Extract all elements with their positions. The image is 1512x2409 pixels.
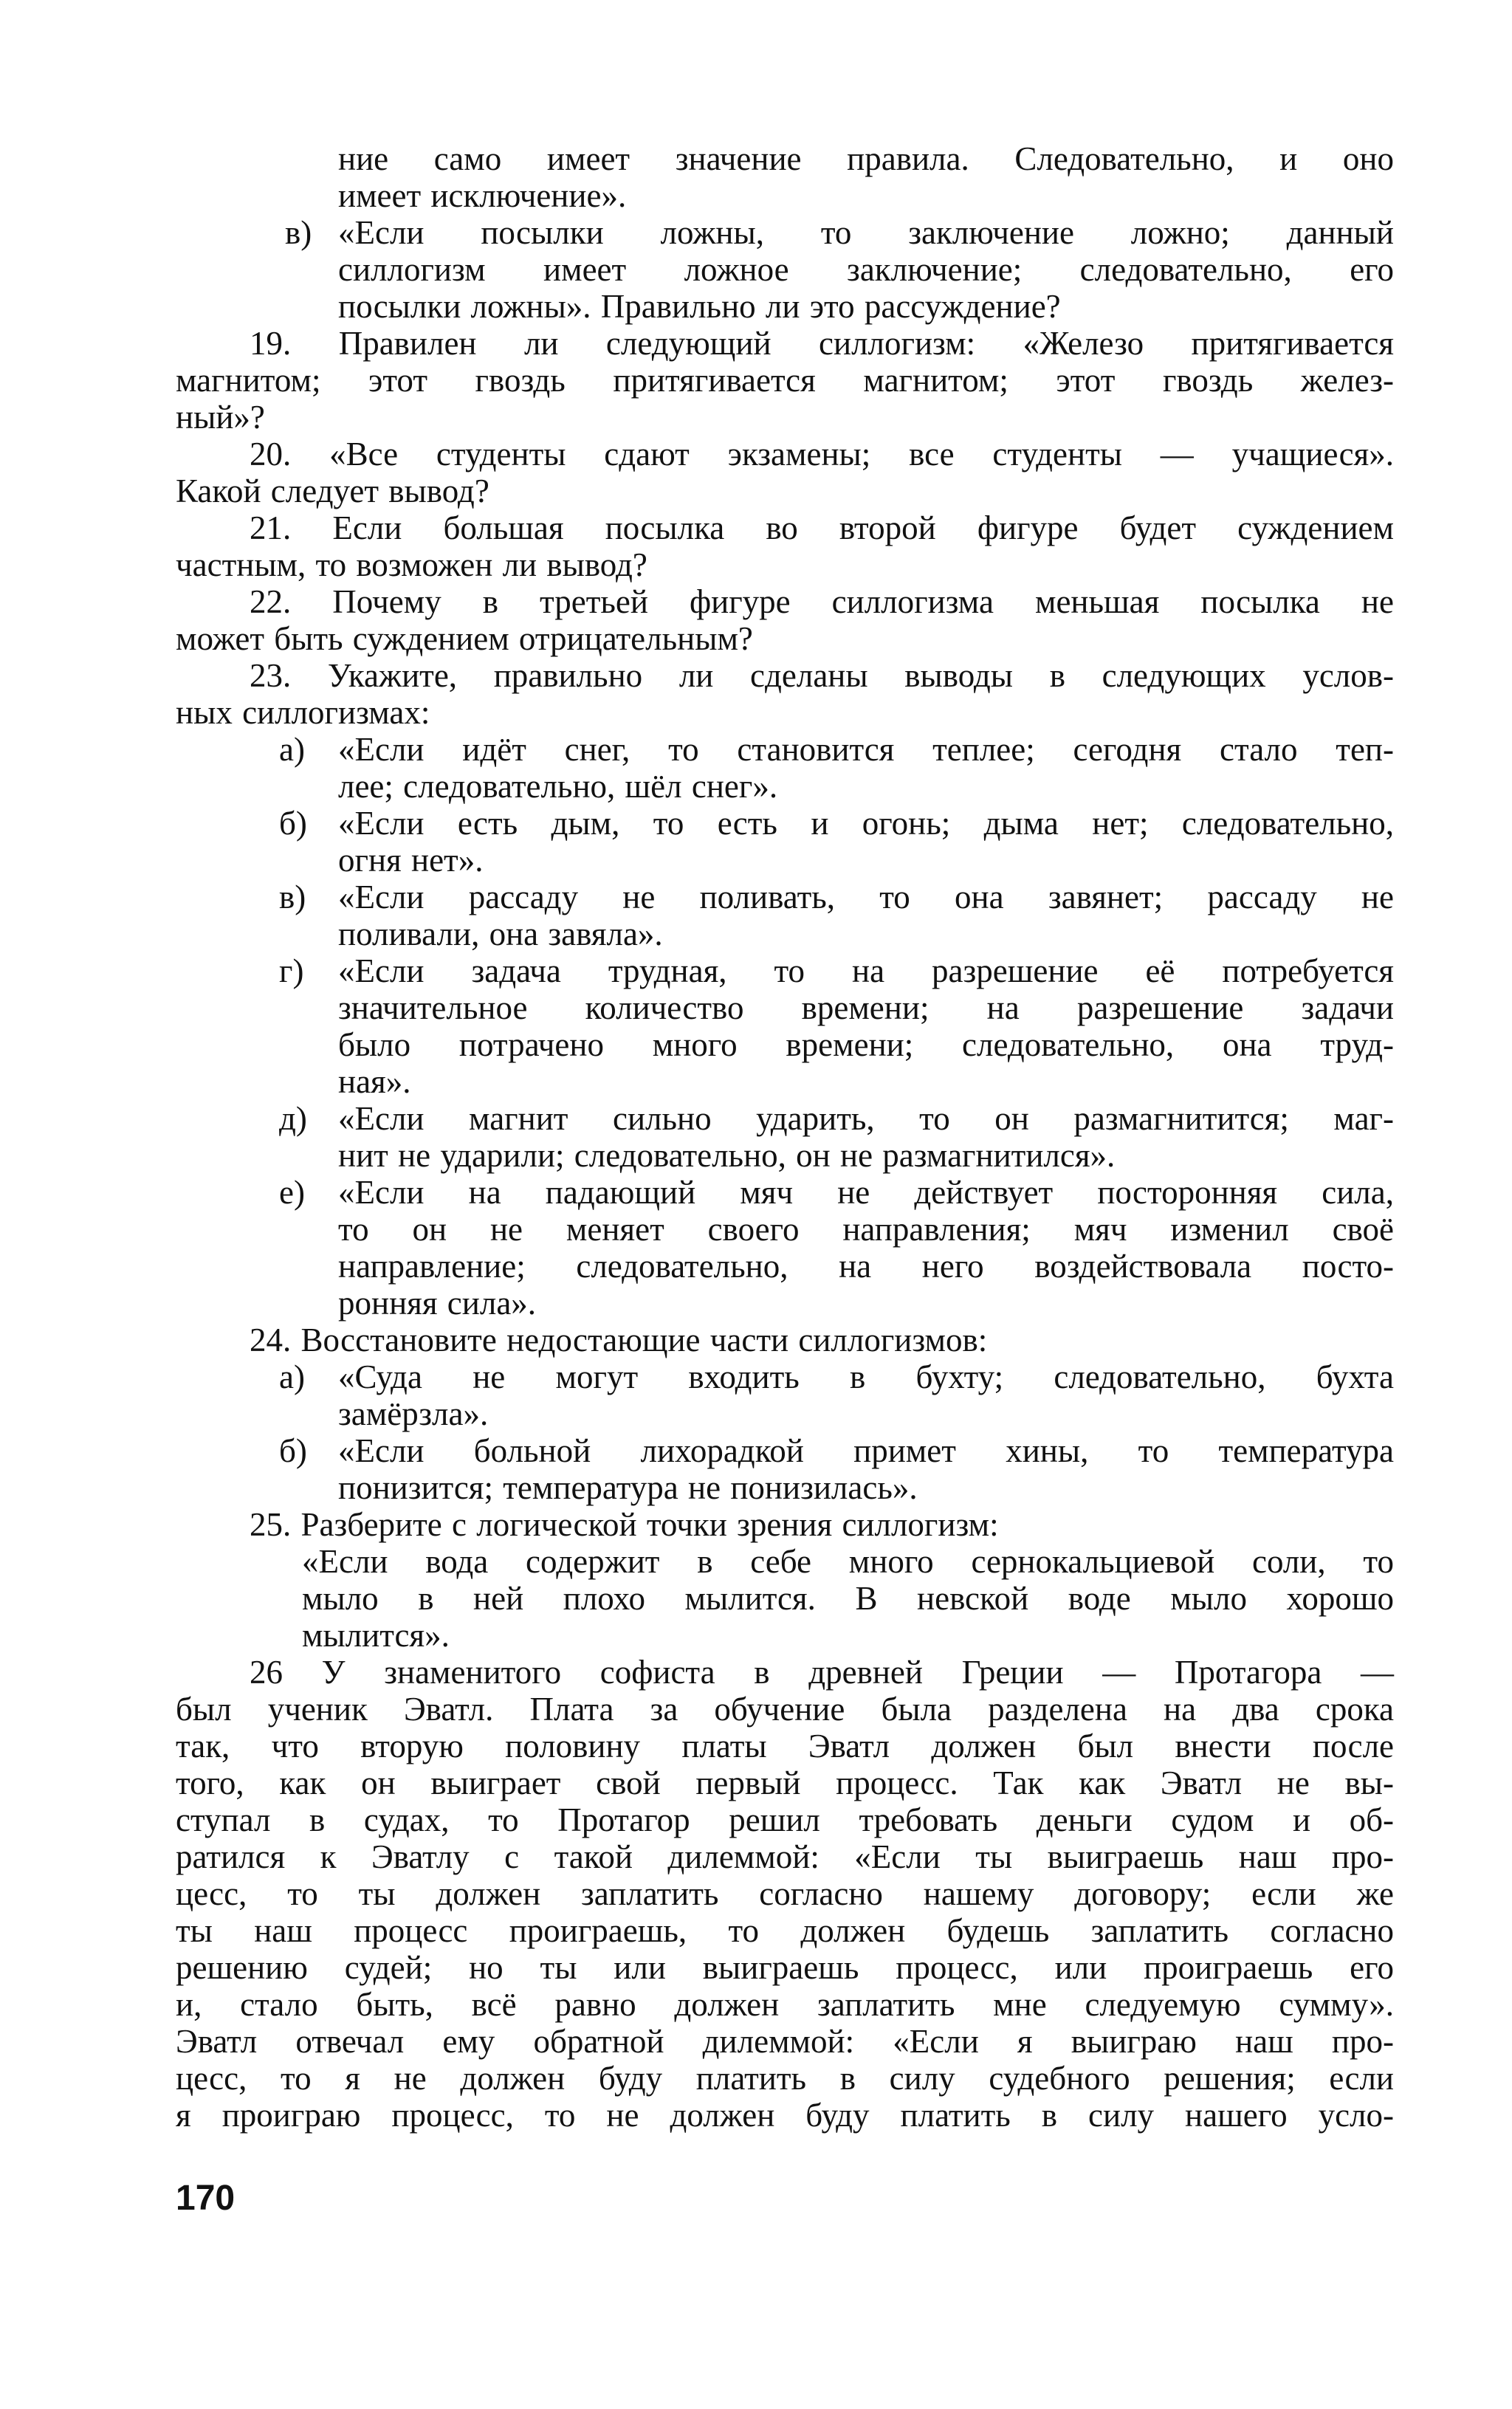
item-label: б) (279, 1432, 307, 1469)
text-line: ных силлогизмах: (176, 694, 430, 731)
text-line: то он не меняет своего направления; мяч изменил своё (338, 1211, 1394, 1248)
item-label: г) (279, 952, 304, 989)
text-line: Эватл отвечал ему обратной дилеммой: «Если я выиграю наш про- (176, 2023, 1394, 2060)
text-line: ты наш процесс проиграешь, то должен будешь заплатить согласно (176, 1912, 1394, 1949)
text-line: и, стало быть, всё равно должен заплатить мне следуемую сумму». (176, 1986, 1394, 2023)
text-line: силлогизм имеет ложное заключение; следовательно, его (338, 251, 1394, 288)
list-item-a (176, 1358, 1394, 1432)
text-line: посылки ложны». Правильно ли это рассуждение? (338, 288, 1061, 325)
list-item-v (176, 879, 1394, 952)
text-line: 19. Правилен ли следующий силлогизм: «Железо притягивается (250, 325, 1394, 362)
text-line: 26 У знаменитого софиста в древней Греции — Протагора — (250, 1654, 1394, 1691)
text-line: ратился к Эватлу с такой дилеммой: «Если ты выиграешь наш про- (176, 1838, 1394, 1875)
text-line: 20. «Все студенты сдают экзамены; все студенты — учащиеся». (250, 436, 1394, 472)
text-line: «Если магнит сильно ударить, то он размагнитится; маг- (338, 1100, 1394, 1137)
list-item-v (176, 214, 1394, 325)
text-line: 25. Разберите с логической точки зрения силлогизм: (250, 1506, 999, 1543)
text-line: был ученик Эватл. Плата за обучение была разделена на два срока (176, 1691, 1394, 1728)
text-line: было потрачено много времени; следовательно, она труд- (338, 1026, 1394, 1063)
item-label: б) (279, 805, 307, 842)
exercise-24 (176, 1322, 1394, 1358)
text-line: ная». (338, 1063, 411, 1100)
text-line: замёрзла». (338, 1395, 489, 1432)
syllogism-quote (176, 1543, 1394, 1654)
text-line: цесс, то я не должен буду платить в силу судебного решения; если (176, 2060, 1394, 2097)
text-line: 23. Укажите, правильно ли сделаны выводы в следующих услов- (250, 657, 1394, 694)
text-line: «Если больной лихорадкой примет хины, то температура (338, 1432, 1394, 1469)
text-line: так, что вторую половину платы Эватл должен был внести после (176, 1728, 1394, 1764)
text-line: мылится». (302, 1617, 450, 1654)
text-line: «Суда не могут входить в бухту; следовательно, бухта (338, 1358, 1394, 1395)
exercise-19 (176, 325, 1394, 436)
item-label: д) (279, 1100, 307, 1137)
list-item-d (176, 1100, 1394, 1174)
text-line: ронняя сила». (338, 1285, 537, 1322)
list-item-e (176, 1174, 1394, 1322)
text-line: «Если есть дым, то есть и огонь; дыма нет; следовательно, (338, 805, 1394, 842)
exercise-25 (176, 1506, 1394, 1543)
page-number: 170 (176, 2179, 236, 2218)
item-label: а) (279, 1358, 305, 1395)
text-line: нит не ударили; следовательно, он не размагнитился». (338, 1137, 1116, 1174)
text-line: я проиграю процесс, то не должен буду платить в силу нашего усло- (176, 2097, 1394, 2134)
text-line: магнитом; этот гвоздь притягивается магнитом; этот гвоздь желез- (176, 362, 1394, 399)
text-line: частным, то возможен ли вывод? (176, 546, 647, 583)
list-item-a (176, 731, 1394, 805)
text-line: направление; следовательно, на него воздействовала посто- (338, 1248, 1394, 1285)
text-line: того, как он выиграет свой первый процесс. Так как Эватл не вы- (176, 1764, 1394, 1801)
text-line: мыло в ней плохо мылится. В невской воде мыло хорошо (302, 1580, 1394, 1617)
item-label: в) (279, 879, 306, 915)
list-item-b (176, 805, 1394, 879)
exercise-20 (176, 436, 1394, 509)
exercise-26 (176, 1654, 1394, 2134)
item-label: а) (279, 731, 305, 768)
text-line: 21. Если большая посылка во второй фигуре будет суждением (250, 509, 1394, 546)
text-line: ный»? (176, 399, 265, 436)
text-line: цесс, то ты должен заплатить согласно нашему договору; если же (176, 1875, 1394, 1912)
text-line: «Если вода содержит в себе много сернокальциевой соли, то (302, 1543, 1394, 1580)
exercise-23 (176, 657, 1394, 731)
text-line: Какой следует вывод? (176, 472, 489, 509)
text-line: имеет исключение». (338, 177, 627, 214)
text-line: огня нет». (338, 842, 484, 879)
page-text (176, 140, 1394, 2134)
item-label: в) (285, 214, 312, 251)
list-item-continuation (176, 140, 1394, 214)
text-line: поливали, она завяла». (338, 915, 663, 952)
text-line: 22. Почему в третьей фигуре силлогизма меньшая посылка не (250, 583, 1394, 620)
text-line: лее; следовательно, шёл снег». (338, 768, 778, 805)
text-line: ступал в судах, то Протагор решил требовать деньги судом и об- (176, 1801, 1394, 1838)
text-line: понизится; температура не понизилась». (338, 1469, 918, 1506)
text-line: значительное количество времени; на разрешение задачи (338, 989, 1394, 1026)
text-line: «Если идёт снег, то становится теплее; сегодня стало теп- (338, 731, 1394, 768)
text-line: «Если на падающий мяч не действует посторонняя сила, (338, 1174, 1394, 1211)
text-line: 24. Восстановите недостающие части силлогизмов: (250, 1322, 988, 1358)
list-item-b (176, 1432, 1394, 1506)
exercise-21 (176, 509, 1394, 583)
list-item-g (176, 952, 1394, 1100)
exercise-22 (176, 583, 1394, 657)
text-line: ние само имеет значение правила. Следовательно, и оно (338, 140, 1394, 177)
text-line: «Если задача трудная, то на разрешение её потребуется (338, 952, 1394, 989)
text-line: «Если рассаду не поливать, то она завянет; рассаду не (338, 879, 1394, 915)
text-line: «Если посылки ложны, то заключение ложно; данный (338, 214, 1394, 251)
text-line: решению судей; но ты или выиграешь процесс, или проиграешь его (176, 1949, 1394, 1986)
item-label: е) (279, 1174, 305, 1211)
text-line: может быть суждением отрицательным? (176, 620, 753, 657)
